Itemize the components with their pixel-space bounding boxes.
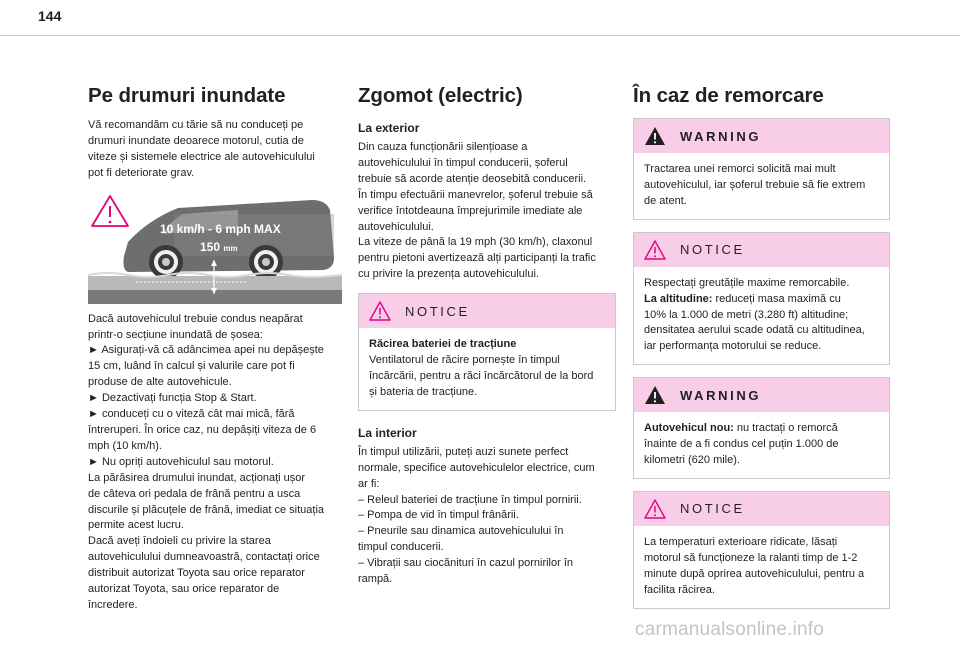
notice-label: NOTICE xyxy=(680,242,745,258)
speed-limit-label: 10 km/h - 6 mph MAX xyxy=(160,221,281,236)
notice-title: Răcirea bateriei de tracțiune xyxy=(369,338,517,351)
towing-section xyxy=(633,82,890,609)
exterior-paragraph: Din cauza funcționării silențioase a autovehiculului în timpul conducerii, șoferul trebuie să acorde atenție deosebită conducerii. În timpu efectuării manevrelor, șoferul trebuie să verifice întotdeauna împrejurimile imediate ale autovehiculului. La viteze de până la 19 mph (30 km/h), claxonul pentru pietoni avertizează alți participanți la trafic cu privire la prezența autovehiculului. xyxy=(358,141,596,281)
warning-header xyxy=(634,119,889,153)
watermark: carmanualsonline.info xyxy=(635,619,825,640)
notice-intro: Respectați greutățile maxime remorcabile. xyxy=(644,276,850,289)
warning-body xyxy=(634,412,889,478)
warning-header xyxy=(634,378,889,412)
top-divider xyxy=(0,35,960,36)
page-number: 144 xyxy=(38,8,62,24)
flooded-road-illustration xyxy=(88,194,342,304)
warning-text: Tractarea unei remorci solicită mai mult autovehiculul, iar șoferul trebuie să fie extrem de atent. xyxy=(644,163,866,207)
depth-label xyxy=(200,240,238,254)
notice-body xyxy=(634,267,889,365)
warning-lead: Autovehicul nou: xyxy=(644,422,734,435)
warning-box-1 xyxy=(633,118,890,220)
notice-text: Ventilatorul de răcire pornește în timpul încărcării, pentru a răci încărcătorul de la bord și bateria de tracțiune. xyxy=(369,354,594,398)
notice-box-4 xyxy=(633,491,890,609)
notice-icon xyxy=(644,499,666,519)
section-title: Pe drumuri inundate xyxy=(88,84,286,107)
section-title: În caz de remorcare xyxy=(633,84,824,107)
notice-box-2 xyxy=(633,232,890,366)
notice-icon xyxy=(369,301,391,321)
warning-icon xyxy=(644,126,666,146)
notice-label: NOTICE xyxy=(405,303,470,319)
notice-header xyxy=(359,294,615,328)
electric-noise-section xyxy=(358,82,616,588)
notice-icon xyxy=(92,196,128,226)
notice-lead: La altitudine: xyxy=(644,292,713,305)
body-paragraph: Dacă autovehiculul trebuie condus neapărat printr-o secțiune inundată de șosea: ► Asigurați-vă că adâncimea apei nu depășește 15 cm, luând în calcul și valurile care pot fi produse de alte autovehicule. ► Dezactivați funcția Stop & Start. ► conduceți cu o viteză cât mai mică, fără întreruperi. În orice caz, nu depășiți viteza de 6 mph (10 km/h). ► Nu opriți autovehiculul sau motorul. La părăsirea drumului inundat, acționați ușor de câteva ori pedala de frână pentru a usca discurile și plăcuțele de frână, imediat ce situația permite acest lucru. Dacă aveți îndoieli cu privire la starea autovehiculului dumneavoastră, contactați orice distribuit autorizat Toyota sau orice reparator autorizat Toyota, sau orice reparator de încredere. xyxy=(88,312,325,611)
warning-icon xyxy=(644,385,666,405)
notice-text: reduceți masa maximă cu 10% la 1.000 de metri (3.280 ft) altitudine; densitatea aerului scade odată cu altitudinea, iar performanța motorului se reduce. xyxy=(644,292,865,353)
notice-text: La temperaturi exterioare ridicate, lăsați motorul să funcționeze la ralanti timp de 1-2 minute după oprirea autovehiculului, pentru a facilita răcirea. xyxy=(644,535,865,596)
notice-body xyxy=(359,328,615,410)
warning-label: WARNING xyxy=(680,387,762,403)
notice-header xyxy=(634,233,889,267)
warning-label: WARNING xyxy=(680,128,762,144)
warning-box-3 xyxy=(633,377,890,479)
section-title: Zgomot (electric) xyxy=(358,84,523,107)
intro-paragraph: Vă recomandăm cu tărie să nu conduceți pe drumuri inundate deoarece motorul, cutia de viteze și sistemele electrice ale autovehiculului pot fi deteriorate grav. xyxy=(88,119,315,179)
interior-heading: La interior xyxy=(358,425,417,440)
depth-unit: mm xyxy=(223,243,238,253)
exterior-heading: La exterior xyxy=(358,121,420,135)
flooded-roads-section xyxy=(88,82,342,614)
warning-text: nu tractați o remorcă înainte de a fi condus cel puțin 1.000 de kilometri (620 mile). xyxy=(644,422,839,467)
notice-label: NOTICE xyxy=(680,501,745,517)
depth-value: 150 xyxy=(200,239,221,254)
notice-icon xyxy=(644,240,666,260)
notice-header xyxy=(634,492,889,526)
notice-box xyxy=(358,293,616,411)
interior-paragraph: În timpul utilizării, puteți auzi sunete perfect normale, specifice autovehiculelor electrice, cum ar fi: – Releul bateriei de tracțiune în timpul pornirii. – Pompa de vid în timpul frânării. – Pneurile sau dinamica autovehiculului în timpul conducerii. – Vibrații sau ciocănituri în cazul pornirilor în rampă. xyxy=(358,445,595,586)
